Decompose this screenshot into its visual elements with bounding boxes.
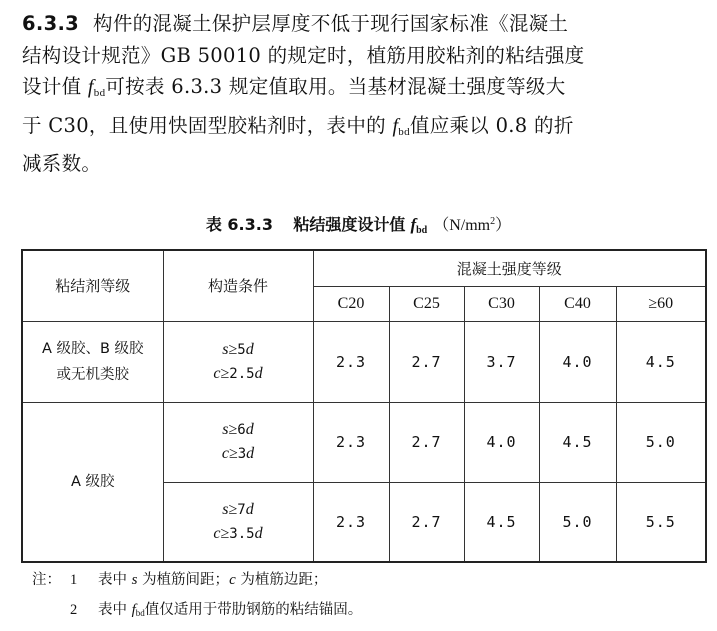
note-item: 注： 1 表中 s 为植筋间距；c 为植筋边距； [32,565,362,595]
value-cell: 4.0 [539,321,616,402]
adhesive-class-text: 或无机类胶 [56,366,129,383]
clause-line-1 [22,8,704,40]
header-condition: 构造条件 [163,250,313,321]
value-cell: 5.0 [616,402,706,482]
bond-strength-table [21,249,707,563]
clause-text-3a: 设计值 [22,75,82,98]
adhesive-class-text: A 级胶、B 级胶 [41,340,144,357]
edge-condition: c≥3.5d [213,524,263,542]
table-caption [0,212,717,236]
table-unit: $(N/mm^2)$ [433,216,512,234]
symbol-fbd: $f_{bd}$ [87,76,106,99]
symbol-fbd: $f_{bd}$ [392,114,410,138]
adhesive-class-text: A 级胶 [70,473,115,490]
grade-c60: ≥60 [616,286,706,321]
value-cell: 2.7 [389,402,464,482]
table-notes [32,565,362,628]
table-title: 粘结强度设计值 [293,215,406,234]
table-number: 表 6.3.3 [205,215,273,234]
clause-text-4a: 于 C30，且使用快固型胶粘剂时，表中的 [22,113,386,137]
spacing-condition: s≥6d [222,421,254,438]
value-cell: 2.3 [313,402,389,482]
condition-cell [163,402,313,482]
clause-line-2: 结构设计规范》GB 50010 的规定时，植筋用胶粘剂的粘结强度 [22,43,585,67]
edge-condition: c≥3d [221,445,255,462]
grade-c30: C30 [464,286,539,321]
clause-text-3b: 可按表 6.3.3 规定值取用。当基材混凝土强度等级大 [105,75,566,98]
header-adhesive-grade: 粘结剂等级 [22,250,163,321]
table-row [22,402,706,482]
grade-c25: C25 [389,286,464,321]
condition-cell [163,321,313,402]
symbol-fbd: $f_{bd}$ [410,215,428,236]
value-cell: 4.5 [539,402,616,482]
value-cell: 2.3 [313,482,389,562]
value-cell: 5.5 [616,482,706,562]
grade-c20: C20 [313,286,389,321]
table-row [22,321,706,402]
value-cell: 4.5 [464,482,539,562]
clause-text-1: 构件的混凝土保护层厚度不低于现行国家标准《混凝土 [93,12,569,35]
note-item: 2 表中 fbd值仅适用于带肋钢筋的粘结锚固。 [70,602,363,618]
clause-text-4b: 值应乘以 0.8 的折 [409,113,574,137]
value-cell: 4.0 [464,402,539,482]
value-cell: 5.0 [539,482,616,562]
spacing-condition: s≥5d [222,340,254,358]
clause-number: 6.3.3 [22,12,80,35]
clause-line-4 [22,110,704,149]
value-cell: 2.7 [389,482,464,562]
adhesive-class-cell [22,321,163,402]
edge-condition: c≥2.5d [213,364,263,382]
value-cell: 3.7 [464,321,539,402]
grade-c40: C40 [539,286,616,321]
notes-lead: 注： [32,572,61,588]
value-cell: 4.5 [616,321,706,402]
adhesive-class-cell [22,402,163,562]
condition-cell [163,482,313,562]
value-cell: 2.3 [313,321,389,402]
clause-line-3 [22,71,704,110]
clause-line-5: 减系数。 [22,152,102,175]
header-concrete-grade: 混凝土强度等级 [313,250,706,286]
clause-paragraph [22,8,704,180]
spacing-condition: s≥7d [222,500,254,518]
value-cell: 2.7 [389,321,464,402]
